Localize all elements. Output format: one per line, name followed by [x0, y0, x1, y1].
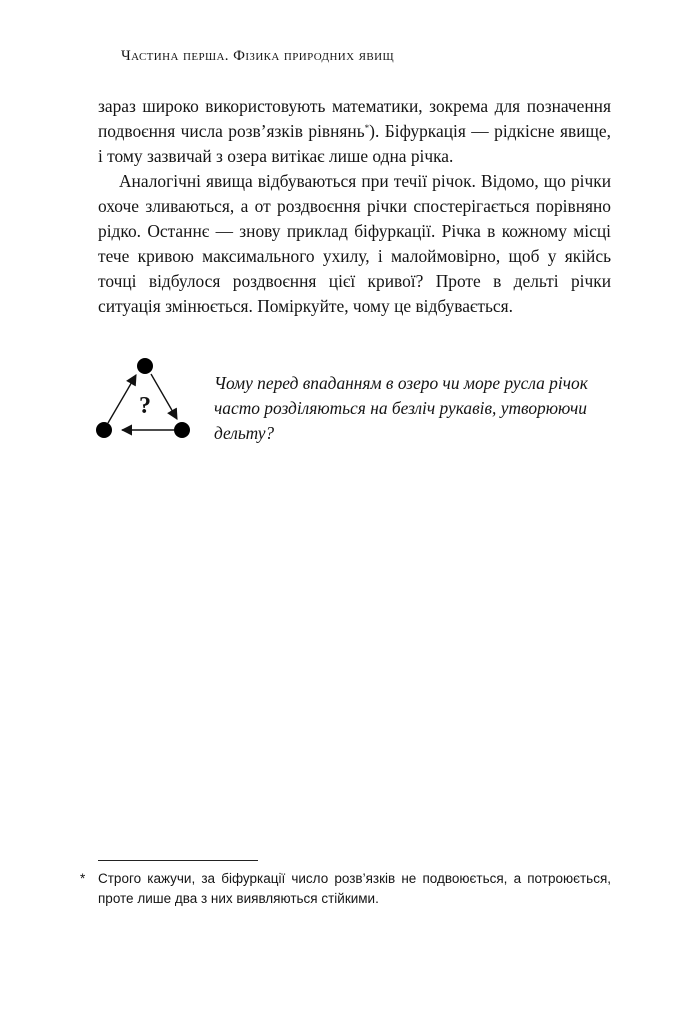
paragraph-1-part-1: зараз широко використовують математики, зокрема для позначення подвоєння числа розв’язків рівнянь	[98, 96, 611, 141]
question-mark: ?	[139, 393, 151, 419]
exercise-question: Чому перед впаданням в озеро чи море русла річок часто розділяються на безліч рукавів, утворюючи дельту?	[214, 373, 588, 443]
footnote-reference: *	[364, 123, 370, 133]
footnote-mark: *	[80, 871, 86, 886]
main-text	[98, 94, 611, 319]
left-node	[96, 422, 112, 438]
paragraph-1	[98, 94, 611, 169]
arrow-top-to-right	[151, 374, 177, 419]
triangle-diagram	[92, 355, 192, 447]
footnote	[80, 869, 611, 909]
paragraph-2: Аналогічні явища відбуваються при течії річок. Відомо, що річки охоче зливаються, а от роздвоєння річки спостерігається порівняно рідко. Останнє — знову приклад біфуркації. Річка в кожному місці тече кривою максимального ухилу, і малоймовірно, щоб у якійсь точці відбулося роздвоєння цієї кривої? Проте в дельті річки ситуація змінюється. Поміркуйте, чому це відбувається.	[98, 171, 611, 316]
paragraph-1-part-2: ). Біфуркація — рідкісне явище, і тому зазвичай з озера витікає лише одна річка.	[98, 121, 611, 166]
triangle-question-figure	[92, 355, 192, 447]
running-head: Частина перша. Фізика природних явищ	[121, 48, 394, 64]
top-node	[137, 358, 153, 374]
right-node	[174, 422, 190, 438]
footnote-text: Строго кажучи, за біфуркації число розв’язків не подвоюється, а потроюється, проте лише два з них виявляються стійкими.	[98, 871, 611, 906]
arrow-left-to-top	[108, 375, 136, 423]
footnote-divider	[98, 860, 258, 861]
